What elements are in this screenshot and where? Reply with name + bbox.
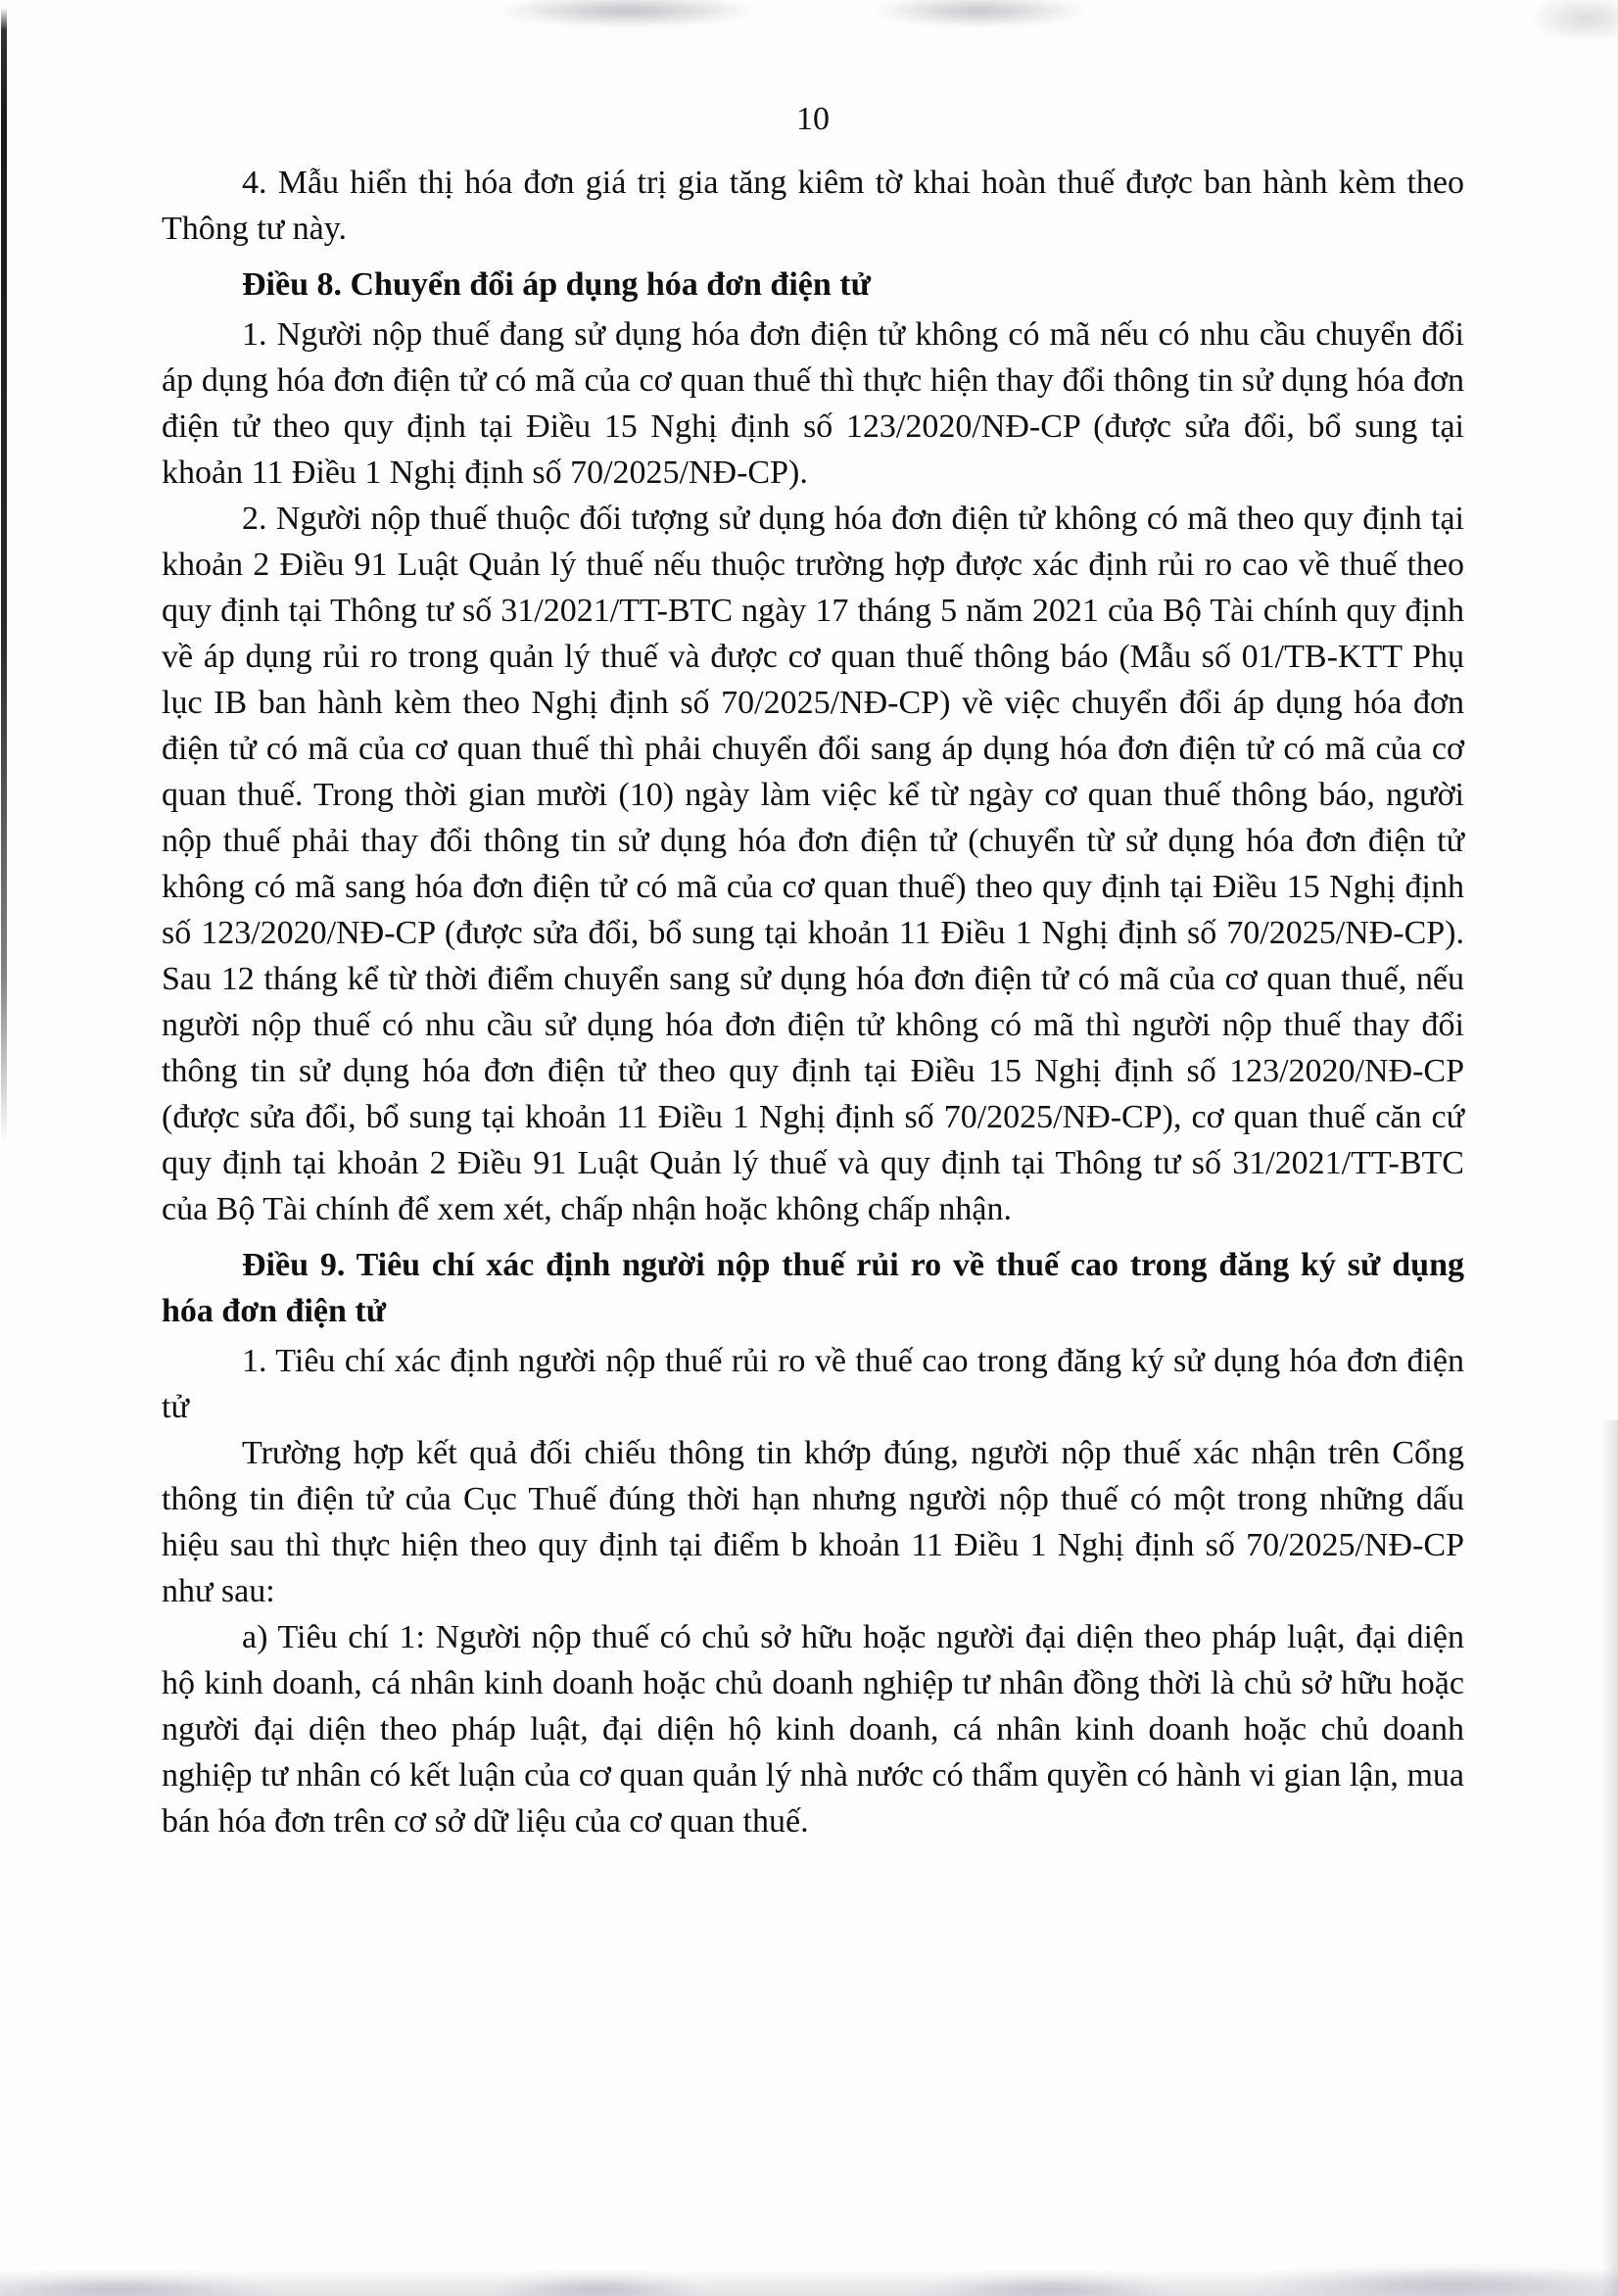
scan-artifact-left-edge-line bbox=[1, 8, 7, 1144]
article-8-heading: Điều 8. Chuyển đổi áp dụng hóa đơn điện tử bbox=[242, 266, 871, 303]
article-9-criterion-a: a) Tiêu chí 1: Người nộp thuế có chủ sở hữu hoặc người đại diện theo pháp luật, đại diện hộ kinh doanh, cá nhân kinh doanh hoặc chủ doanh nghiệp tư nhân đồng thời là chủ sở hữu hoặc người đại diện theo pháp luật, đại diện hộ kinh doanh, cá nhân kinh doanh hoặc chủ doanh nghiệp tư nhân có kết luận của cơ quan quản lý nhà nước có thẩm quyền có hành vi gian lận, mua bán hóa đơn trên cơ sở dữ liệu của cơ quan thuế. bbox=[162, 1619, 1464, 1840]
scan-artifact-right-streak bbox=[1602, 1420, 1618, 2296]
article-8-clause-2: 2. Người nộp thuế thuộc đối tượng sử dụng hóa đơn điện tử không có mã theo quy định tại khoản 2 Điều 91 Luật Quản lý thuế nếu thuộc trường hợp được xác định rủi ro cao về thuế theo quy định tại Thông tư số 31/2021/TT-BTC ngày 17 tháng 5 năm 2021 của Bộ Tài chính quy định về áp dụng rủi ro trong quản lý thuế và được cơ quan thuế thông báo (Mẫu số 01/TB-KTT Phụ lục IB ban hành kèm theo Nghị định số 70/2025/NĐ-CP) về việc chuyển đổi áp dụng hóa đơn điện tử có mã của cơ quan thuế thì phải chuyển đổi sang áp dụng hóa đơn điện tử có mã của cơ quan thuế. Trong thời gian mười (10) ngày làm việc kể từ ngày cơ quan thuế thông báo, người nộp thuế phải thay đổi thông tin sử dụng hóa đơn điện tử (chuyển từ sử dụng hóa đơn điện tử không có mã sang hóa đơn điện tử có mã của cơ quan thuế) theo quy định tại Điều 15 Nghị định số 123/2020/NĐ-CP (được sửa đổi, bổ sung tại khoản 11 Điều 1 Nghị định số 70/2025/NĐ-CP). Sau 12 tháng kể từ thời điểm chuyển sang sử dụng hóa đơn điện tử có mã của cơ quan thuế, nếu người nộp thuế có nhu cầu sử dụng hóa đơn điện tử không có mã thì người nộp thuế thay đổi thông tin sử dụng hóa đơn điện tử theo quy định tại Điều 15 Nghị định số 123/2020/NĐ-CP (được sửa đổi, bổ sung tại khoản 11 Điều 1 Nghị định số 70/2025/NĐ-CP), cơ quan thuế căn cứ quy định tại khoản 2 Điều 91 Luật Quản lý thuế và quy định tại Thông tư số 31/2021/TT-BTC của Bộ Tài chính để xem xét, chấp nhận hoặc không chấp nhận. bbox=[162, 501, 1464, 1227]
scan-artifact-bottom-noise bbox=[490, 2274, 705, 2296]
article-9-clause-1-body: Trường hợp kết quả đối chiếu thông tin khớp đúng, người nộp thuế xác nhận trên Cổng thông tin điện tử của Cục Thuế đúng thời hạn nhưng người nộp thuế có một trong những dấu hiệu sau thì thực hiện theo quy định tại điểm b khoản 11 Điều 1 Nghị định số 70/2025/NĐ-CP như sau: bbox=[162, 1435, 1464, 1609]
document-text-block bbox=[162, 96, 1464, 1844]
page-number: 10 bbox=[796, 101, 830, 137]
scan-artifact-top-smudge bbox=[872, 0, 1087, 27]
scan-artifact-bottom-noise bbox=[1244, 2265, 1618, 2296]
scan-artifact-corner-smudge bbox=[1528, 0, 1618, 43]
article-8-clause-1: 1. Người nộp thuế đang sử dụng hóa đơn điện tử không có mã nếu có nhu cầu chuyển đổi áp dụng hóa đơn điện tử có mã của cơ quan thuế thì thực hiện thay đổi thông tin sử dụng hóa đơn điện tử theo quy định tại Điều 15 Nghị định số 123/2020/NĐ-CP (được sửa đổi, bổ sung tại khoản 11 Điều 1 Nghị định số 70/2025/NĐ-CP). bbox=[162, 316, 1464, 491]
scan-artifact-bottom-noise bbox=[921, 2274, 1175, 2296]
paragraph-clause-4: 4. Mẫu hiển thị hóa đơn giá trị gia tăng kiêm tờ khai hoàn thuế được ban hành kèm theo Thông tư này. bbox=[162, 165, 1464, 247]
scan-artifact-bottom-noise bbox=[0, 2274, 274, 2296]
article-9-heading: Điều 9. Tiêu chí xác định người nộp thuế rủi ro về thuế cao trong đăng ký sử dụng hóa đơn điện tử bbox=[162, 1247, 1464, 1329]
scan-artifact-bottom-band bbox=[0, 2269, 1618, 2296]
scan-artifact-top-smudge bbox=[495, 0, 759, 27]
article-9-clause-1: 1. Tiêu chí xác định người nộp thuế rủi ro về thuế cao trong đăng ký sử dụng hóa đơn điện tử bbox=[162, 1343, 1464, 1425]
